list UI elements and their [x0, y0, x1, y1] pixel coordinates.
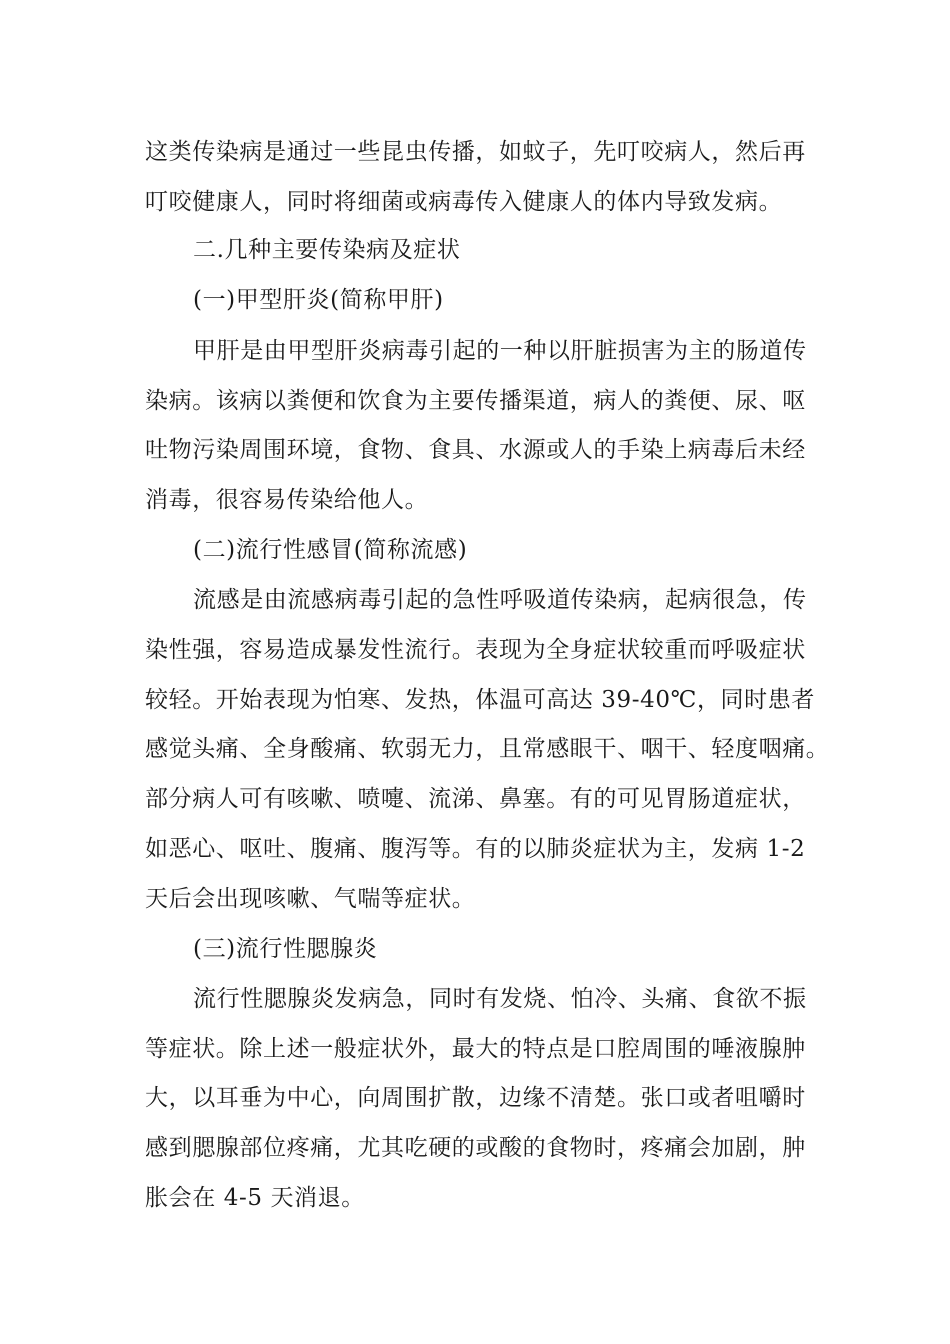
body-text-line: 消毒，很容易传染给他人。 — [145, 487, 429, 513]
body-text-line: 吐物污染周围环境，食物、食具、水源或人的手染上病毒后未经 — [145, 437, 806, 463]
body-text-line: 染病。该病以粪便和饮食为主要传播渠道，病人的粪便、尿、呕 — [145, 388, 806, 414]
body-text-line: 较轻。开始表现为怕寒、发热，体温可高达 39-40℃，同时患者 — [145, 687, 815, 713]
body-text-line: 等症状。除上述一般症状外，最大的特点是口腔周围的唾液腺肿 — [145, 1036, 806, 1062]
subsection-heading: (二)流行性感冒(简称流感) — [193, 537, 468, 563]
section-heading: 二.几种主要传染病及症状 — [193, 237, 461, 263]
body-text-line: 大，以耳垂为中心，向周围扩散，边缘不清楚。张口或者咀嚼时 — [145, 1085, 806, 1111]
body-text-line: 流感是由流感病毒引起的急性呼吸道传染病，起病很急，传 — [193, 587, 807, 613]
body-text-line: 感到腮腺部位疼痛，尤其吃硬的或酸的食物时，疼痛会加剧，肿 — [145, 1135, 806, 1161]
body-text-line: 胀会在 4-5 天消退。 — [145, 1185, 365, 1211]
body-text-line: 染性强，容易造成暴发性流行。表现为全身症状较重而呼吸症状 — [145, 637, 806, 663]
body-text-line: 流行性腮腺炎发病急，同时有发烧、怕冷、头痛、食欲不振 — [193, 986, 807, 1012]
body-text-line: 部分病人可有咳嗽、喷嚏、流涕、鼻塞。有的可见胃肠道症状， — [145, 786, 806, 812]
subsection-heading: (一)甲型肝炎(简称甲肝) — [193, 287, 444, 313]
body-text-line: 叮咬健康人，同时将细菌或病毒传入健康人的体内导致发病。 — [145, 189, 783, 215]
body-text-line: 甲肝是由甲型肝炎病毒引起的一种以肝脏损害为主的肠道传 — [193, 338, 807, 364]
subsection-heading: (三)流行性腮腺炎 — [193, 936, 378, 962]
body-text-line: 如恶心、呕吐、腹痛、腹泻等。有的以肺炎症状为主，发病 1-2 — [145, 836, 806, 862]
body-text-line: 感觉头痛、全身酸痛、软弱无力，且常感眼干、咽干、轻度咽痛。 — [145, 736, 830, 762]
body-text-line: 天后会出现咳嗽、气喘等症状。 — [145, 886, 476, 912]
body-text-line: 这类传染病是通过一些昆虫传播，如蚊子，先叮咬病人，然后再 — [145, 139, 806, 165]
